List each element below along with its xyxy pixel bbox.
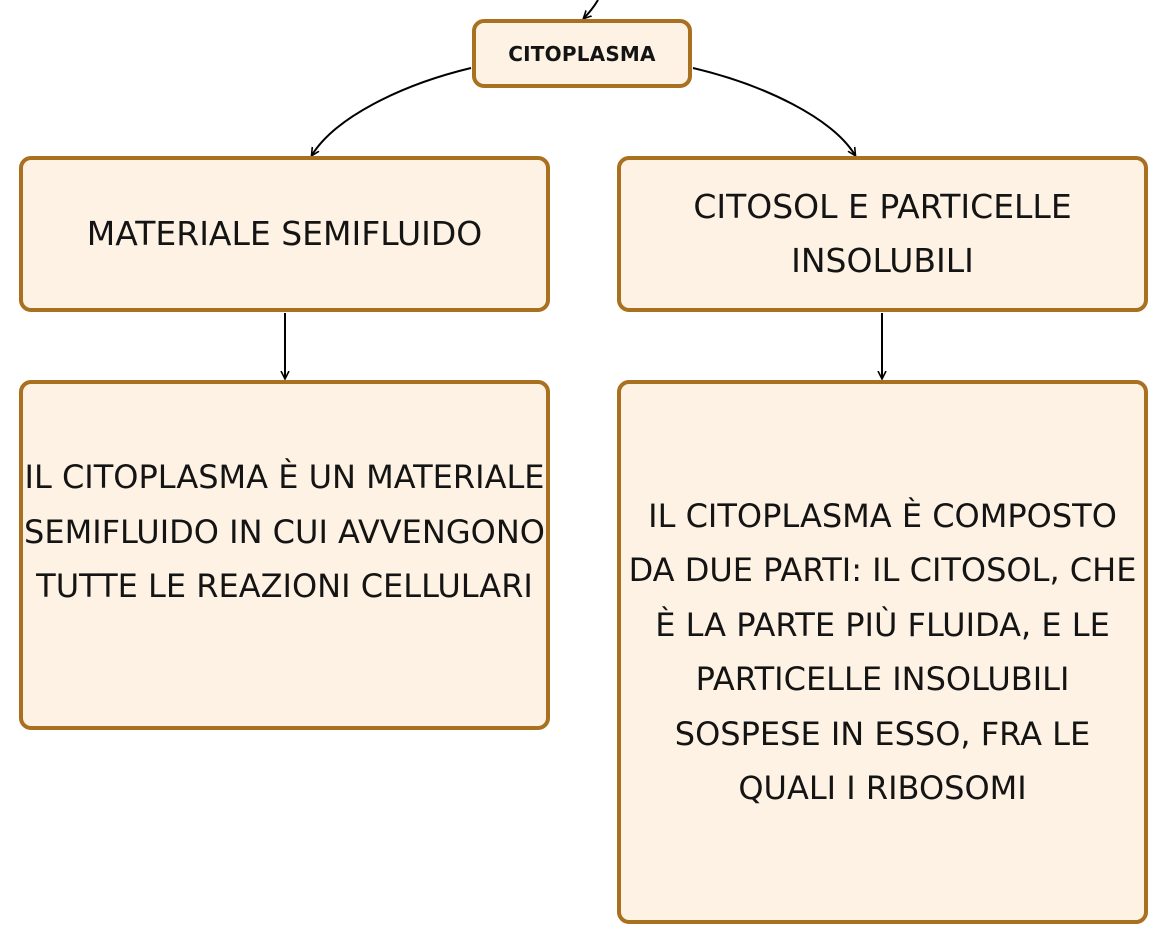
left-branch-description: IL CITOPLASMA È UN MATERIALE SEMIFLUIDO IN CUI AVVENGONO TUTTE LE REAZIONI CELLULARI — [24, 458, 545, 605]
root-node-label: CITOPLASMA — [508, 41, 656, 66]
left-branch-title-node[interactable] — [19, 156, 550, 312]
left-branch-title: MATERIALE SEMIFLUIDO — [86, 214, 483, 253]
connector-root-to-right — [693, 68, 855, 155]
connector-root-to-left — [312, 68, 471, 155]
right-branch-description-node[interactable] — [617, 380, 1148, 924]
root-node[interactable] — [472, 19, 692, 88]
left-branch-description-node[interactable] — [19, 380, 550, 730]
right-branch-title: CITOSOL E PARTICELLE INSOLUBILI — [693, 187, 1072, 280]
incoming-connector — [584, 0, 598, 18]
right-branch-description: IL CITOPLASMA È COMPOSTO DA DUE PARTI: IL CITOSOL, CHE È LA PARTE PIÙ FLUIDA, E LE PARTICELLE INSOLUBILI SOSPESE IN ESSO, FRA LE QUALI I RIBOSOMI — [628, 496, 1137, 807]
right-branch-title-node[interactable] — [617, 156, 1148, 312]
